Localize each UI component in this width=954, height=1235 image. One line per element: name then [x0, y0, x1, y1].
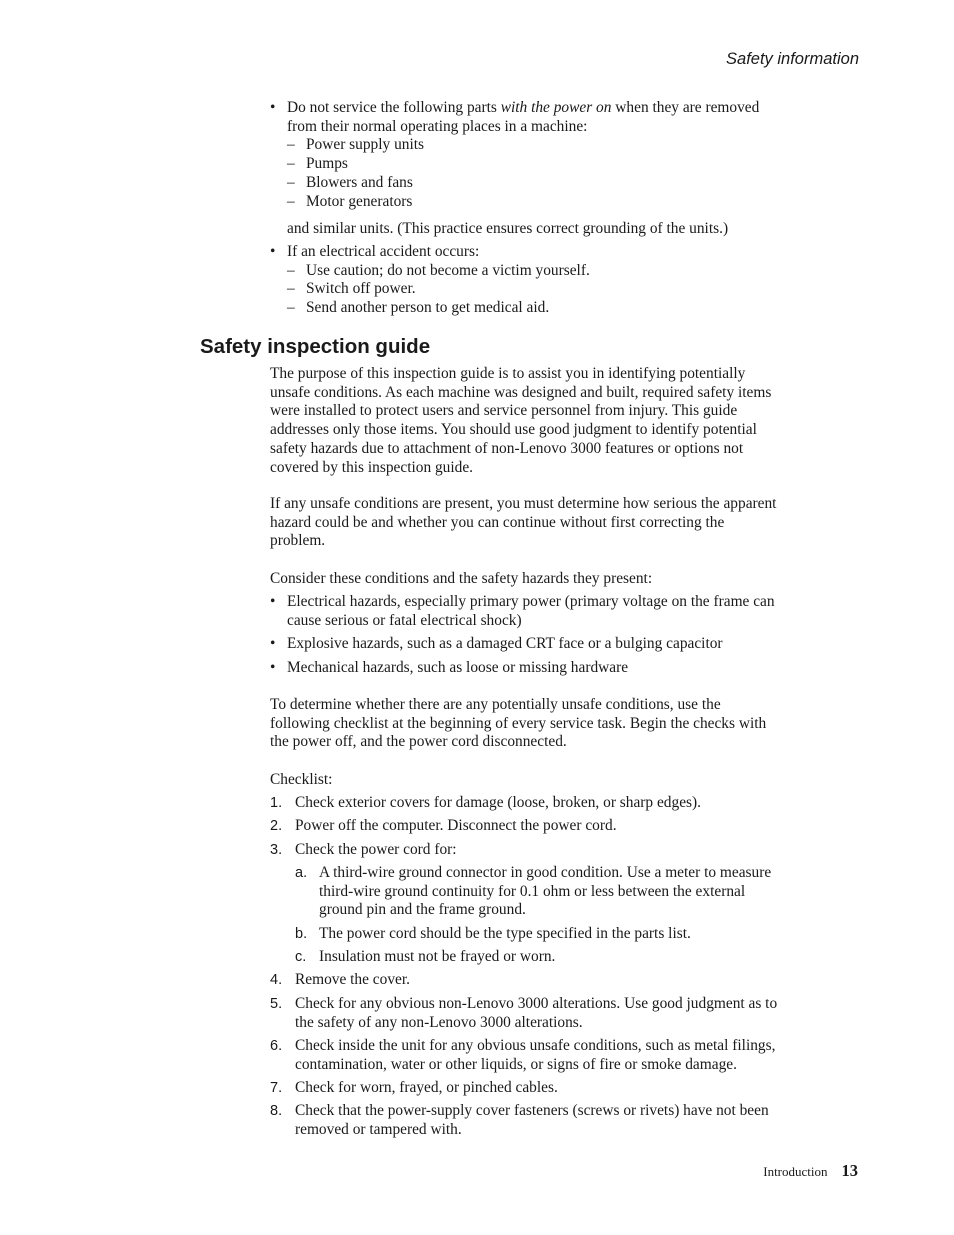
- sub-item-letter: c.: [295, 949, 307, 965]
- bullet-item: [270, 593, 860, 630]
- item-number: 6.: [270, 1038, 283, 1054]
- checklist-item: [270, 971, 860, 990]
- paragraph-line: the power off, and the power cord disconnected.: [270, 733, 567, 751]
- checklist-item: [270, 794, 860, 813]
- item-text-line: the safety of any non-Lenovo 3000 alterations.: [295, 1013, 583, 1031]
- footer-section-label: Introduction: [763, 1164, 828, 1179]
- bullet-mark: •: [270, 243, 276, 260]
- intro-before: Do not service the following parts: [287, 99, 501, 116]
- sub-item-letter: a.: [295, 865, 308, 881]
- dash-item: [270, 193, 860, 212]
- paragraph-line: To determine whether there are any potentially unsafe conditions, use the: [270, 696, 721, 713]
- dash-text: Pumps: [306, 155, 348, 173]
- page-number: 13: [841, 1161, 858, 1180]
- hazard-bullet: [270, 659, 860, 678]
- closing-text: and similar units. (This practice ensures correct grounding of the units.): [287, 220, 729, 238]
- dash-mark: –: [287, 155, 295, 173]
- bullet-item: [270, 99, 860, 136]
- dash-item: [270, 280, 860, 299]
- bullet-text-line: [287, 99, 860, 118]
- accident-bullet: [270, 243, 860, 318]
- bullet-text-line: Explosive hazards, such as a damaged CRT face or a bulging capacitor: [287, 635, 723, 652]
- item-text-line: The power cord should be the type specified in the parts list.: [319, 925, 691, 942]
- dash-item: [270, 174, 860, 193]
- dash-text: Blowers and fans: [306, 173, 413, 191]
- paragraph-line: following checklist at the beginning of every service task. Begin the checks with: [270, 714, 767, 732]
- item-text-line: removed or tampered with.: [295, 1120, 462, 1138]
- bullet-item: [270, 659, 860, 678]
- hazard-bullet: [270, 593, 860, 630]
- sub-item-letter: b.: [295, 926, 308, 942]
- paragraph-line: unsafe conditions. As each machine was designed and built, required safety items: [270, 383, 772, 401]
- item-number: 5.: [270, 996, 283, 1012]
- item-text-line: Check for any obvious non-Lenovo 3000 alterations. Use good judgment as to: [295, 995, 778, 1012]
- paragraph-line: problem.: [270, 532, 326, 550]
- intro-after: when they are removed: [611, 99, 760, 116]
- item-text-line: Check for worn, frayed, or pinched cables.: [295, 1079, 558, 1096]
- sub-check-item: [270, 925, 860, 944]
- item-text-line: Check exterior covers for damage (loose, broken, or sharp edges).: [295, 794, 701, 811]
- paragraph-line: were installed to protect users and service personnel from injury. This guide: [270, 402, 738, 420]
- dash-item: [270, 155, 860, 174]
- item-number: 4.: [270, 972, 283, 988]
- dash-item: [270, 136, 860, 155]
- running-header: Safety information: [726, 50, 859, 68]
- item-text-line: A third-wire ground connector in good condition. Use a meter to measure: [319, 864, 772, 881]
- dash-text: Send another person to get medical aid.: [306, 299, 550, 317]
- sub-check-item: [270, 864, 860, 920]
- item-number: 1.: [270, 795, 283, 811]
- bullet-mark: •: [270, 635, 276, 652]
- dash-item: [270, 262, 860, 281]
- bullet-text-line: cause serious or fatal electrical shock): [287, 611, 522, 629]
- checklist-item: [270, 1079, 860, 1098]
- item-text-line: ground pin and the frame ground.: [319, 901, 526, 919]
- section-heading: Safety inspection guide: [200, 335, 431, 358]
- dash-text: Motor generators: [306, 192, 413, 210]
- paragraph-line: If any unsafe conditions are present, you must determine how serious the apparent: [270, 495, 777, 512]
- bullet-item: [270, 243, 860, 262]
- bullet-mark: •: [270, 659, 276, 676]
- bullet-mark: •: [270, 99, 276, 116]
- purpose-paragraph: [270, 365, 860, 477]
- dash-item: [270, 299, 860, 318]
- dash-text: Power supply units: [306, 136, 424, 154]
- item-text-line: Power off the computer. Disconnect the power cord.: [295, 817, 617, 834]
- checklist-label: Checklist:: [270, 771, 333, 788]
- dash-mark: –: [287, 173, 295, 191]
- paragraph-line: hazard could be and whether you can continue without first correcting the: [270, 513, 725, 531]
- item-text-line: Remove the cover.: [295, 971, 410, 988]
- power-on-bullet: [270, 99, 860, 239]
- dash-text: Switch off power.: [306, 280, 416, 298]
- bullet-text-line: Electrical hazards, especially primary power (primary voltage on the frame can: [287, 593, 775, 610]
- dash-mark: –: [287, 280, 295, 298]
- unsafe-conditions-paragraph: [270, 495, 860, 551]
- checklist-item: [270, 841, 860, 860]
- dash-mark: –: [287, 299, 295, 317]
- sub-check-item: [270, 948, 860, 967]
- hazard-bullet: [270, 635, 860, 654]
- paragraph-line: safety hazards due to attachment of non-Lenovo 3000 features or options not: [270, 439, 744, 457]
- checklist-item: [270, 1037, 860, 1074]
- dash-mark: –: [287, 261, 295, 279]
- paragraph-line: addresses only those items. You should use good judgment to identify potential: [270, 421, 757, 439]
- item-number: 2.: [270, 818, 283, 834]
- item-text-line: contamination, water or other liquids, or signs of fire or smoke damage.: [295, 1055, 737, 1073]
- bullet-text-line: from their normal operating places in a machine:: [287, 117, 588, 135]
- bullet-item: [270, 635, 860, 654]
- item-number: 3.: [270, 842, 283, 858]
- hazards-intro: Consider these conditions and the safety hazards they present:: [270, 570, 653, 587]
- dash-mark: –: [287, 136, 295, 154]
- dash-mark: –: [287, 192, 295, 210]
- checklist-item: [270, 995, 860, 1032]
- intro-emphasis: with the power on: [500, 99, 612, 116]
- item-text-line: Check the power cord for:: [295, 841, 457, 858]
- item-text-line: Check that the power-supply cover fasteners (screws or rivets) have not been: [295, 1102, 769, 1119]
- bullet-mark: •: [270, 593, 276, 610]
- paragraph-line: The purpose of this inspection guide is to assist you in identifying potentially: [270, 365, 746, 382]
- item-number: 7.: [270, 1080, 283, 1096]
- checklist-item: [270, 1102, 860, 1139]
- item-number: 8.: [270, 1103, 283, 1119]
- checklist-item: [270, 817, 860, 836]
- checklist-intro-paragraph: [270, 696, 860, 752]
- item-text-line: Insulation must not be frayed or worn.: [319, 948, 556, 965]
- bullet-text-line: If an electrical accident occurs:: [287, 243, 480, 260]
- dash-text: Use caution; do not become a victim yourself.: [306, 261, 590, 279]
- page-footer: [763, 1162, 858, 1182]
- bullet-text-line: Mechanical hazards, such as loose or missing hardware: [287, 659, 629, 676]
- item-text-line: third-wire ground continuity for 0.1 ohm or less between the external: [319, 882, 746, 900]
- item-text-line: Check inside the unit for any obvious unsafe conditions, such as metal filings,: [295, 1037, 776, 1054]
- paragraph-line: covered by this inspection guide.: [270, 458, 474, 476]
